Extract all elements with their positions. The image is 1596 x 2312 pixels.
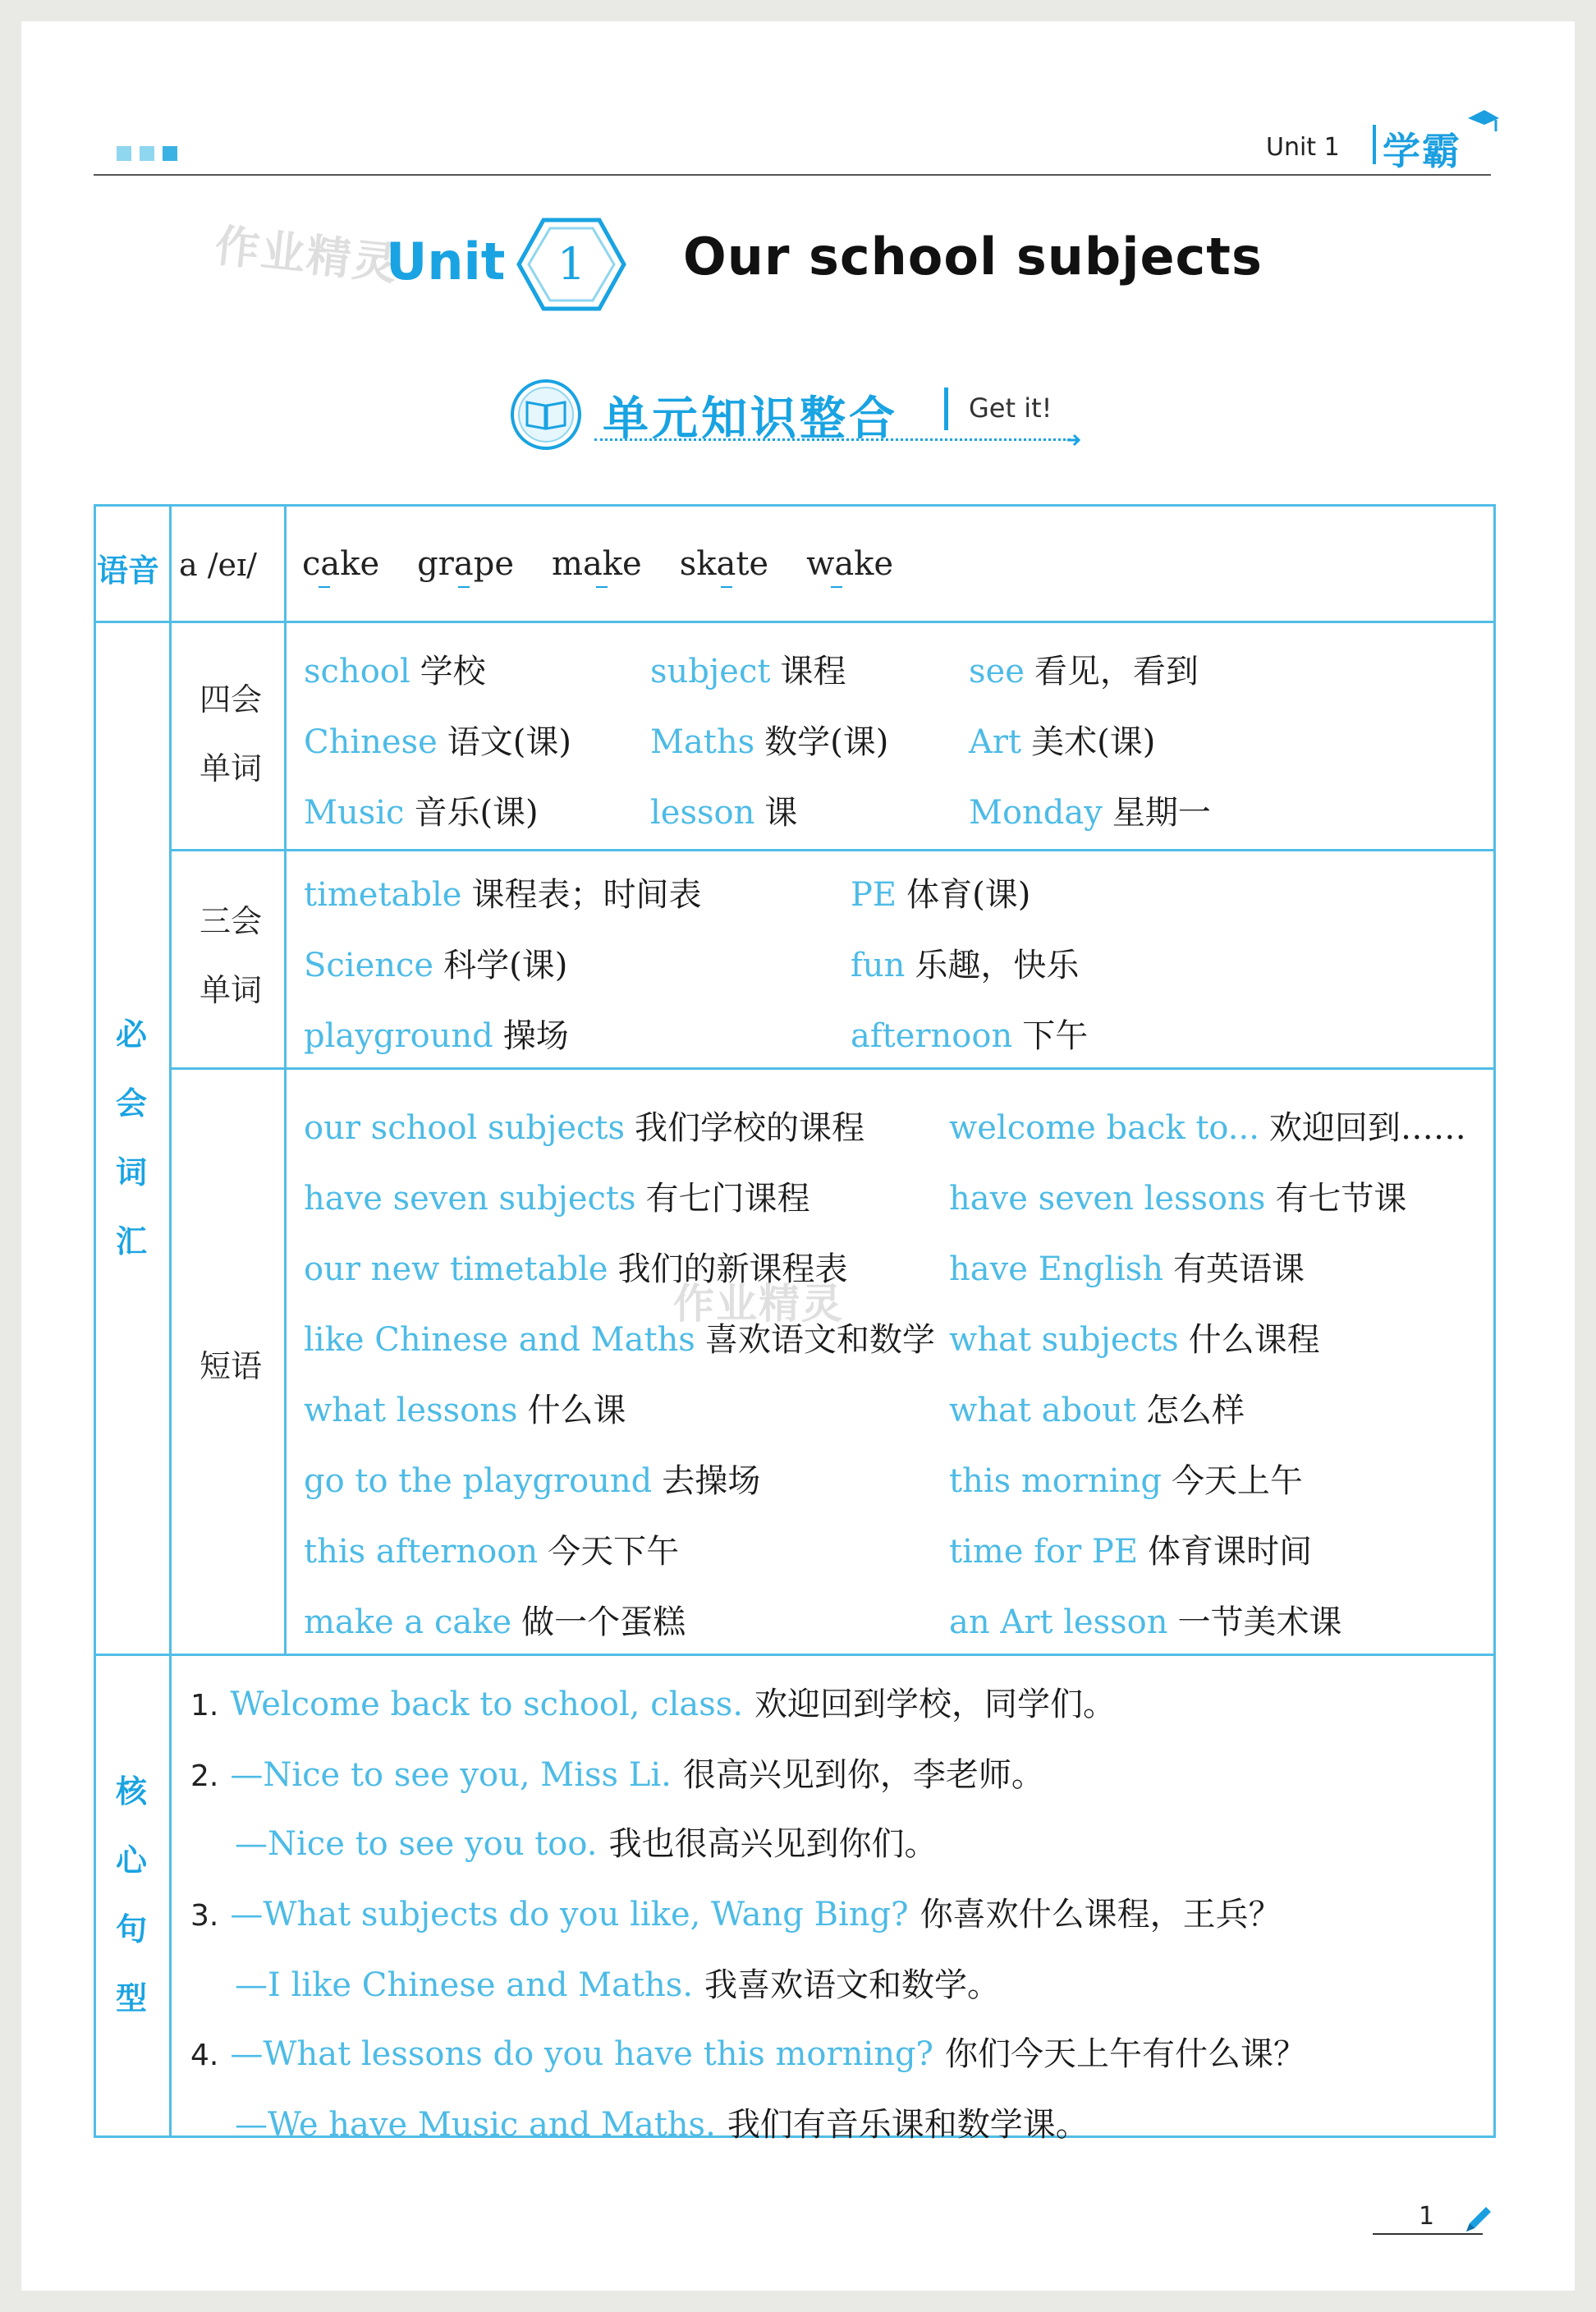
phrase-item: time for PE 体育课时间 [949,1533,1313,1571]
vocab-item: playground 操场 [304,1017,569,1055]
page-number: 1 [1419,2202,1435,2231]
vocab-item: Science 科学(课) [304,947,568,984]
category-vocab-4: 汇 [115,1223,147,1259]
vocab-item: see 看见，看到 [969,653,1199,690]
phrase-item: have seven lessons 有七节课 [949,1180,1407,1218]
vocab-item: lesson 课 [650,794,798,832]
phonics-word: wake [806,545,893,583]
header-rule [94,174,1491,176]
sentence-line: —I like Chinese and Maths. 我喜欢语文和数学。 [235,1966,1001,2004]
vocab-item: Monday 星期一 [969,794,1211,832]
phrase-item: like Chinese and Maths 喜欢语文和数学 [304,1321,935,1359]
vocab-item: PE 体育(课) [851,876,1031,914]
phrase-item: what subjects 什么课程 [949,1321,1320,1359]
vocab-item: Maths 数学(课) [650,723,889,761]
section-title: 单元知识整合 [603,392,898,446]
vocab-item: Music 音乐(课) [304,794,539,832]
phrase-item: this morning 今天上午 [949,1462,1303,1500]
row-divider [169,849,1496,851]
category-vocab-1: 必 [115,1016,147,1053]
vocab-item: subject 课程 [650,653,846,690]
vocab-item: Art 美术(课) [969,723,1156,761]
header-divider [1373,125,1376,164]
phrase-item: have English 有英语课 [949,1250,1305,1288]
vocab-item: Chinese 语文(课) [304,723,572,761]
category-sentences-1: 核 [115,1773,147,1810]
category-vocab-3: 词 [115,1154,147,1190]
header-decoration [117,146,177,161]
phrase-item: welcome back to... 欢迎回到…… [949,1109,1466,1147]
vocab-item: afternoon 下午 [851,1017,1089,1055]
sentence-line: 3. —What subjects do you like, Wang Bing? 你喜欢什么课程，王兵？ [190,1896,1282,1934]
four-skill-label-2: 单词 [199,750,262,787]
vocab-item: timetable 课程表；时间表 [304,876,702,914]
row-divider [169,1067,1496,1070]
sentence-line: 4. —What lessons do you have this morning? 你们今天上午有什么课？ [190,2035,1306,2073]
graduation-cap-icon [1466,105,1501,140]
watermark: 作业精灵 [673,1280,844,1328]
row-divider [94,621,1496,623]
phonics-word: make [552,545,642,583]
unit-title: Our school subjects [683,227,1263,287]
phonics-word: cake [302,545,379,583]
phrase-item: our new timetable 我们的新课程表 [304,1250,848,1288]
phrase-item: go to the playground 去操场 [304,1462,761,1500]
phrase-item: this afternoon 今天下午 [304,1533,680,1571]
phrase-item: what about 怎么样 [949,1392,1245,1429]
category-sentences-4: 型 [115,1980,147,2016]
section-divider [944,388,948,430]
brand-logo: 学霸 [1383,129,1461,173]
vocab-item: fun 乐趣，快乐 [851,947,1080,984]
phonics-sound: a /eɪ/ [179,547,257,583]
column-divider [284,504,287,1654]
phrase-item: make a cake 做一个蛋糕 [304,1603,686,1641]
column-divider [169,504,172,2138]
three-skill-label-2: 单词 [199,972,262,1008]
phrase-item: have seven subjects 有七门课程 [304,1180,810,1218]
unit-word: Unit [386,232,506,291]
unit-number: 1 [557,238,586,290]
unit-number-badge [516,217,627,312]
phonics-words [302,545,893,583]
sentence-line: —We have Music and Maths. 我们有音乐课和数学课。 [235,2106,1089,2144]
category-sentences-3: 句 [115,1911,147,1947]
watermark: 作业精灵 [212,219,401,291]
section-underline [594,438,1071,441]
book-icon [509,378,583,452]
category-phonics: 语音 [97,553,160,589]
sentence-line: 2. —Nice to see you, Miss Li. 很高兴见到你，李老师。 [190,1756,1044,1794]
phrase-item: what lessons 什么课 [304,1392,626,1429]
phrase-item: our school subjects 我们学校的课程 [304,1109,865,1147]
header-unit-label: Unit 1 [1266,133,1340,162]
phrases-label: 短语 [199,1348,262,1384]
arrow-icon [1066,432,1082,448]
section-subtitle: Get it! [969,392,1053,424]
category-sentences-2: 心 [115,1842,147,1878]
phonics-word: grape [417,545,514,583]
pencil-icon [1461,2204,1494,2236]
phonics-word: skate [680,545,768,583]
sentence-line: 1. Welcome back to school, class. 欢迎回到学校，同学们。 [190,1686,1117,1723]
vocab-item: school 学校 [304,653,486,690]
three-skill-label-1: 三会 [199,903,262,939]
four-skill-label-1: 四会 [199,681,262,718]
sentence-line: —Nice to see you too. 我也很高兴见到你们。 [235,1825,938,1863]
category-vocab-2: 会 [115,1085,147,1122]
phrase-item: an Art lesson 一节美术课 [949,1603,1342,1641]
row-divider [94,1654,1496,1656]
